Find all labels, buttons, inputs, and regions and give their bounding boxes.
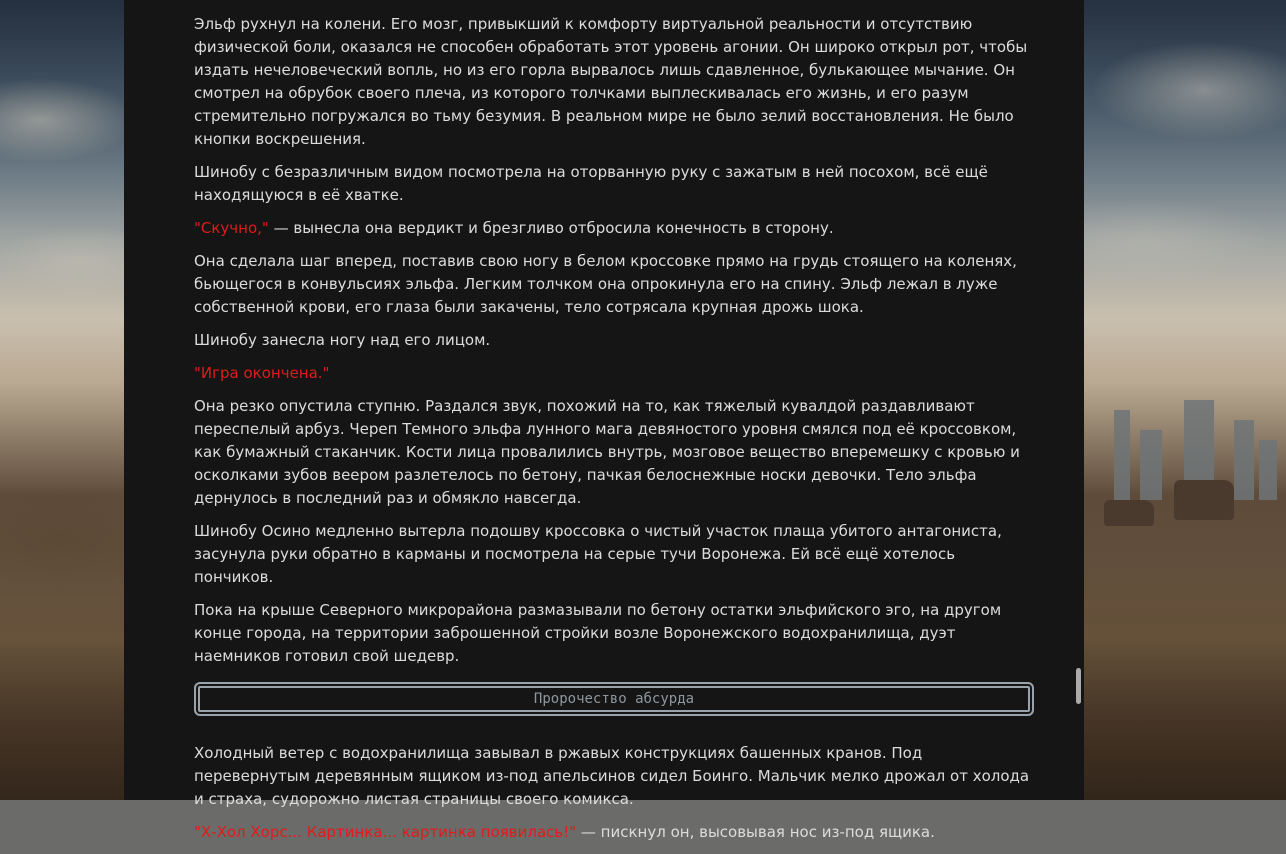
story-paragraph	[194, 821, 1034, 844]
background-right-sky	[1084, 0, 1286, 800]
story-content	[194, 13, 1034, 854]
story-paragraph	[194, 362, 1034, 385]
reader-panel	[124, 0, 1084, 841]
chapter-title-box: Пророчество абсурда	[194, 682, 1034, 716]
speech-quote: "Игра окончена."	[194, 364, 330, 382]
rubble-rock	[1104, 500, 1154, 526]
speech-quote: "Скучно,"	[194, 219, 269, 237]
story-paragraph: Шинобу Осино медленно вытерла подошву кроссовка о чистый участок плаща убитого антагониста, засунула руки обратно в карманы и посмотрела на серые тучи Воронежа. Ей всё ещё хотелось пончиков.	[194, 522, 1002, 586]
ruin-spire	[1114, 410, 1130, 500]
story-paragraph: Она резко опустила ступню. Раздался звук, похожий на то, как тяжелый кувалдой раздавливают переспелый арбуз. Череп Темного эльфа лунного мага девяностого уровня смялся под её кроссовком, как бумажный стаканчик. Кости лица провалились внутрь, мозговое вещество вперемешку с кровью и осколками зубов веером разлетелось по бетону, пачкая белоснежные носки девочки. Тело эльфа дернулось в последний раз и обмякло навсегда.	[194, 397, 1020, 507]
ruin-spire	[1140, 430, 1162, 500]
story-paragraph: Шинобу занесла ногу над его лицом.	[194, 331, 491, 349]
speech-narration: — вынесла она вердикт и брезгливо отбросила конечность в сторону.	[268, 219, 834, 237]
story-paragraph: Шинобу с безразличным видом посмотрела на оторванную руку с зажатым в ней посохом, всё ещё находящуюся в её хватке.	[194, 163, 988, 204]
ruin-spire	[1234, 420, 1254, 500]
rubble-rock	[1174, 480, 1234, 520]
scrollbar-thumb[interactable]	[1076, 668, 1081, 704]
story-paragraph: Холодный ветер с водохранилища завывал в ржавых конструкциях башенных кранов. Под перевернутым деревянным ящиком из-под апельсинов сидел Боинго. Мальчик мелко дрожал от холода и страха, судорожно листая страницы своего комикса.	[194, 744, 1030, 808]
speech-quote: "Х-Хол Хорс... Картинка... картинка появилась!"	[194, 823, 577, 841]
story-paragraph: Эльф рухнул на колени. Его мозг, привыкший к комфорту виртуальной реальности и отсутствию физической боли, оказался не способен обработать этот уровень агонии. Он широко открыл рот, чтобы издать нечеловеческий вопль, но из его горла вырвалось лишь сдавленное, булькающее мычание. Он смотрел на обрубок своего плеча, из которого толчками выплескивалась его жизнь, и его разум стремительно погружался во тьму безумия. В реальном мире не было зелий восстановления. Не было кнопки воскрешения.	[194, 15, 1028, 148]
story-paragraph: Пока на крыше Северного микрорайона размазывали по бетону остатки эльфийского эго, на другом конце города, на территории заброшенной стройки возле Воронежского водохранилища, дуэт наемников готовил свой шедевр.	[194, 601, 1002, 665]
ruin-spire	[1259, 440, 1277, 500]
background-left-sky	[0, 0, 124, 800]
story-paragraph	[194, 217, 1034, 240]
speech-narration: — пискнул он, высовывая нос из-под ящика.	[576, 823, 935, 841]
story-paragraph: Она сделала шаг вперед, поставив свою ногу в белом кроссовке прямо на грудь стоящего на коленях, бьющегося в конвульсиях эльфа. Легким толчком она опрокинула его на спину. Эльф лежал в луже собственной крови, его глаза были закачены, тело сотрясала крупная дрожь шока.	[194, 252, 1017, 316]
